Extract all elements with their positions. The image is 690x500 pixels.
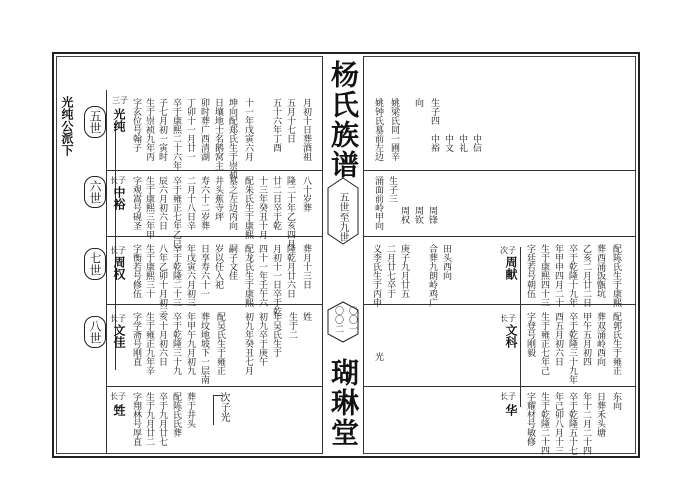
person-name: 文科 <box>504 324 518 348</box>
entry-col: 日壤地士名鹅窝主 <box>213 98 223 170</box>
child-name: 中礼 <box>457 134 467 152</box>
entry-col: 配陈氏氏葬 <box>171 392 181 437</box>
generation-8: 八世 <box>84 316 106 348</box>
entry-col: 生于二 <box>287 312 297 339</box>
entry-col: 字登号刚毅 <box>525 312 535 357</box>
entry-col: 日享寿六十一 <box>199 244 209 298</box>
entry-col: 丁卯十一月廿一 <box>185 98 195 161</box>
person-name: 文佳 <box>112 324 126 348</box>
entry-col: 次子光 <box>218 392 229 422</box>
child-name: 中文 <box>443 134 453 152</box>
page-mark-frame <box>326 300 360 344</box>
entry-col: 隆乾月廿六日 <box>285 244 295 298</box>
divider <box>364 386 636 387</box>
entry-col: 卒于乾隆十九年 <box>567 244 577 307</box>
hall-name: 瑚琳堂 <box>327 358 360 448</box>
entry-col: 向 <box>413 98 423 107</box>
entry-col: 卒于乾隆三十九 <box>171 312 181 375</box>
entry-col: 亥十月初六日 <box>157 312 167 366</box>
entry-col: 庚子九月廿五 <box>399 244 409 298</box>
entry-col: 五月十七日 <box>285 98 295 143</box>
entry-col: 初九卒于庚午 <box>257 312 267 366</box>
entry-col: 四十一年壬午六 <box>257 244 267 307</box>
relation-label: 长子 <box>110 246 126 255</box>
entry-col: 二月十八日辛 <box>185 176 195 230</box>
entry-col: 生子三 <box>387 176 397 203</box>
entry-col: 生于九月廿二 <box>144 392 154 446</box>
relation-label: 长子 <box>110 176 126 185</box>
generation-6: 六世 <box>84 176 106 208</box>
divider <box>364 304 636 305</box>
divider <box>106 386 322 387</box>
entry-col: 初九年癸丑七月 <box>243 312 253 375</box>
branch-heading: 光纯公派下 <box>60 96 74 156</box>
entry-col: 田头西向 <box>441 244 451 280</box>
entry-col: 五十六年丁酉 <box>271 98 281 152</box>
entry-col: 井头蕉寺坪 <box>213 176 223 221</box>
entry-col: 嗣子文佳 <box>227 244 237 280</box>
relation-label: 长子 <box>500 392 516 401</box>
entry-col: 生子四 <box>429 98 439 125</box>
entry-col: 字耀材号敏修 <box>525 392 535 446</box>
entry-col: 配郭氏生于雍正 <box>611 312 621 375</box>
genealogy-title: 杨氏族谱 <box>327 60 360 180</box>
person-name: 中裕 <box>112 186 126 210</box>
relation-label: 三子 <box>112 96 128 105</box>
person-name: 甡 <box>112 404 126 416</box>
child-name: 周权 <box>399 206 409 224</box>
entry-col: 十三年癸丑十月 <box>257 176 267 239</box>
entry-col: 义李氏生于丙申 <box>371 244 381 307</box>
volume-range: 五世至九世 <box>337 192 348 242</box>
entry-col: 子七月初一寅时 <box>157 98 167 161</box>
page-mark-1: 〇〇一 <box>347 306 357 333</box>
entry-col: 合葬九朗岭鸡广 <box>427 244 437 307</box>
entry-col: 卒于乾隆五十七 <box>567 392 577 455</box>
entry-col: 配朱氏生于康熙 <box>243 176 253 239</box>
entry-col: 酉五月初六日 <box>553 312 563 366</box>
person-name: 周献 <box>504 256 518 280</box>
entry-col: 卒于九月廿七 <box>157 392 167 446</box>
entry-col: 墓之左边丙向 <box>227 176 237 230</box>
entry-col: 姓 <box>301 312 311 321</box>
entry-col: 廿二日卒于乾 <box>271 176 281 230</box>
entry-col: 字翔林号厚直 <box>131 392 141 446</box>
divider <box>364 170 636 171</box>
entry-col: 葬坟地坡下一层南 <box>199 312 209 384</box>
generation-5: 五世 <box>84 106 106 138</box>
entry-col: 坤向配郑氏生于崇祯 <box>227 98 237 179</box>
entry-col: 生于康熙三十 <box>144 244 154 298</box>
range-frame <box>326 176 360 246</box>
entry-col: 年戊寅六月初三 <box>185 244 195 307</box>
relation-label: 次子 <box>500 246 516 255</box>
entry-col: 葬月十三日 <box>301 244 311 289</box>
entry-col: 八十岁葬 <box>301 176 311 212</box>
entry-col: 辰六月初六日 <box>157 176 167 230</box>
entry-col: 年甲午九月初九 <box>185 312 195 375</box>
entry-col: 二月廿七卒于 <box>385 244 395 298</box>
entry-col: 字学斋号刚直 <box>131 312 141 366</box>
relation-label: 长子 <box>110 314 126 323</box>
generation-mark: 光 <box>373 352 383 361</box>
entry-col: 日葬禾头塘 <box>595 392 605 437</box>
lineage-line <box>520 247 521 407</box>
entry-col: 月初十一日卒于乾 <box>271 244 281 316</box>
child-name: 中信 <box>471 134 481 152</box>
entry-col: 卒于康熙二十六年 <box>171 98 181 170</box>
entry-col: 葬于井头 <box>185 392 195 428</box>
relation-label: 长子 <box>110 392 126 401</box>
entry-col: 涌面前岭甲向 <box>373 176 383 230</box>
person-name: 周权 <box>112 256 126 280</box>
entry-col: 卒于乾隆三十九年 <box>567 312 577 384</box>
lineage-line <box>213 395 214 425</box>
divider <box>106 304 322 305</box>
entry-col: 年己卯八月十三 <box>553 392 563 455</box>
branch-divider <box>106 90 107 454</box>
entry-col: 月初十日葬酒祖 <box>301 98 311 161</box>
entry-col: 生于崇祯九年丙 <box>144 98 154 161</box>
entry-col: 葬西涌饭甑坑 <box>595 244 605 298</box>
divider <box>364 236 636 237</box>
entry-col: 姚钟氏墓前左边 <box>373 98 383 161</box>
relation-label: 长子 <box>500 314 516 323</box>
entry-col: 卯时葬广西清湖 <box>199 98 209 161</box>
generation-7: 七世 <box>84 248 106 280</box>
entry-col: 卒于雍正七年乙巳 <box>171 176 181 248</box>
entry-col: 乙亥二月廿二日 <box>581 244 591 307</box>
entry-col: 年吴氏生于 <box>271 312 281 357</box>
entry-col: 配吴氏生于雍正 <box>215 312 225 375</box>
entry-col: 十一年戊寅六月 <box>243 98 253 161</box>
entry-col: 配陈氏生于康熙 <box>611 244 621 307</box>
entry-col: 岁以任入祀 <box>213 244 223 289</box>
entry-col: 东向 <box>611 392 621 410</box>
entry-col: 八年乙卯十月初三 <box>157 244 167 316</box>
entry-col: 字廷若号朝伍 <box>525 244 535 298</box>
entry-col: 配龙氏生于康熙 <box>243 244 253 307</box>
entry-col: 生于康熙三年甲 <box>144 176 154 239</box>
entry-col: 卒于乾隆二十三 <box>171 244 181 307</box>
child-name: 中裕 <box>429 134 439 152</box>
entry-col: 隆二十年乙亥四月 <box>285 176 295 248</box>
entry-col: 葬双涌岭西向 <box>595 312 605 366</box>
entry-col: 甲午五月初四 <box>581 312 591 366</box>
entry-col: 生于康熙四十三 <box>539 244 549 307</box>
entry-col: 字衡若号修伍 <box>131 244 141 298</box>
entry-col: 生于雍正七年己 <box>539 312 549 375</box>
entry-col: 年甲申四月二十 <box>553 244 563 307</box>
entry-col: 字玄位号翰子 <box>131 98 141 152</box>
person-name: 光纯 <box>112 108 126 132</box>
child-name: 周锋 <box>427 206 437 224</box>
person-name: 华 <box>504 404 518 416</box>
entry-col: 生于乾隆二十四 <box>539 392 549 455</box>
entry-col: 生于雍正九年辛 <box>144 312 154 375</box>
page-mark-2: 〇〇二 <box>333 306 343 333</box>
entry-col: 字观嵩号砚圣 <box>131 176 141 230</box>
entry-col: 年十二月二十四 <box>581 392 591 455</box>
entry-col: 姚梁氏同一圃辛 <box>389 98 399 161</box>
child-name: 周钦 <box>413 206 423 224</box>
divider <box>106 170 322 171</box>
entry-col: 寿六十二岁葬 <box>199 176 209 230</box>
